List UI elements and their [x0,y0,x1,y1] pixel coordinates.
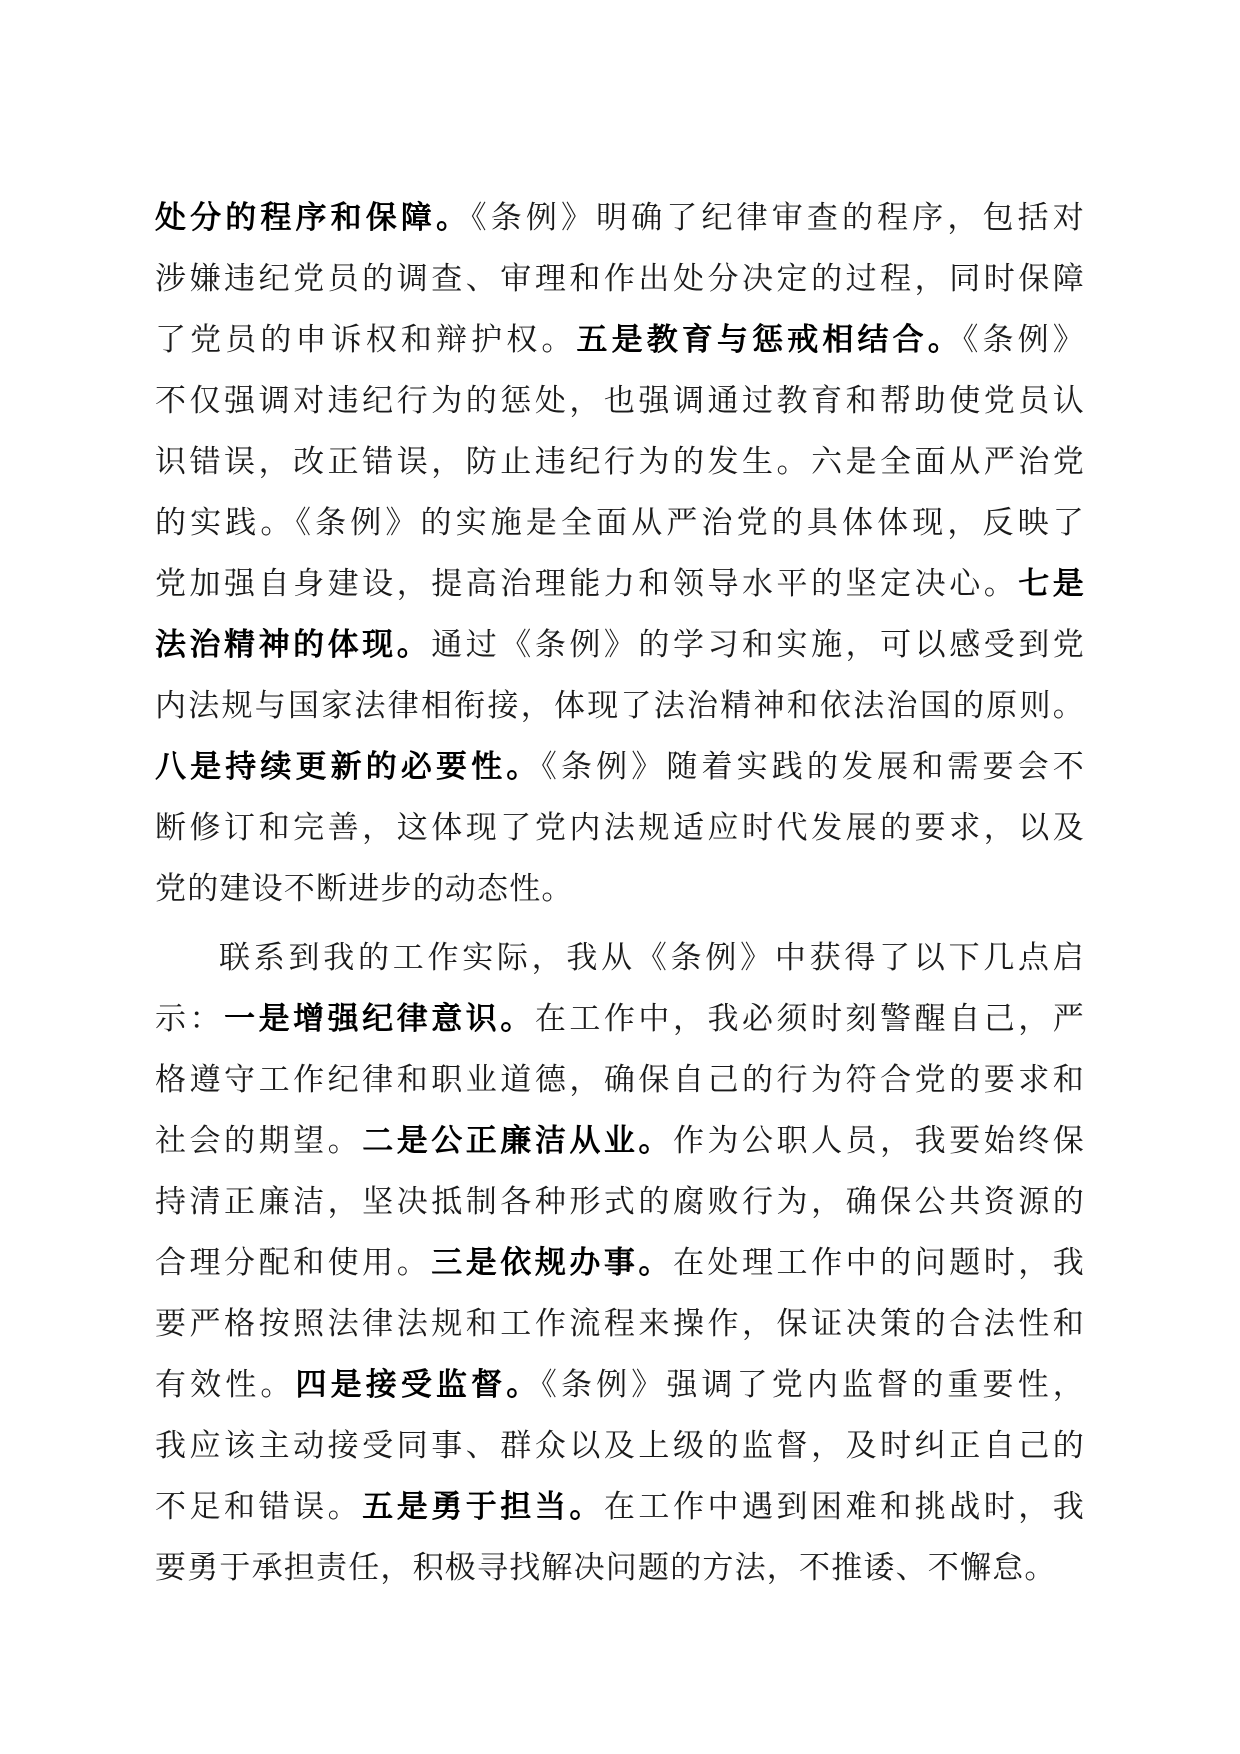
text-line [155,1416,1085,1477]
text-line [155,1294,1085,1355]
text-run: 《条例》随着实践的发展和需要会不 [541,749,1086,785]
text-line [155,1355,1085,1416]
text-line [155,1111,1085,1172]
bold-heading: 三是依规办事。 [431,1245,673,1281]
bold-heading: 一是增强纪律意识。 [224,1001,535,1037]
text-run: 《条例》 [962,322,1085,358]
text-run: 在工作中，我必须时刻警醒自己，严 [534,1001,1085,1037]
text-run: 联系到我的工作实际，我从《条例》中获得了以下几点启 [219,940,1085,976]
text-run: 的实践。《条例》的实施是全面从严治党的具体体现，反映了 [155,505,1085,541]
text-run: 示： [155,1001,225,1037]
bold-heading: 五是教育与惩戒相结合。 [576,322,963,358]
text-line [155,432,1085,493]
text-line [155,676,1085,737]
text-run: 持清正廉洁，坚决抵制各种形式的腐败行为，确保公共资源的 [155,1184,1085,1220]
text-run: 党加强自身建设，提高治理能力和领导水平的坚定决心。 [155,566,1019,602]
bold-heading: 五是勇于担当。 [362,1489,604,1525]
text-line [155,1233,1085,1294]
text-line [155,798,1085,859]
paragraph-1 [155,188,1085,920]
text-run: 断修订和完善，这体现了党内法规适应时代发展的要求，以及 [155,810,1085,846]
text-run: 格遵守工作纪律和职业道德，确保自己的行为符合党的要求和 [155,1062,1085,1098]
text-line [155,1172,1085,1233]
text-run: 作为公职人员，我要始终保 [672,1123,1085,1159]
text-run: 社会的期望。 [155,1123,363,1159]
text-line [155,1050,1085,1111]
text-line [155,989,1085,1050]
text-run: 在处理工作中的问题时，我 [672,1245,1085,1281]
text-line [155,1538,1085,1599]
text-line [155,737,1085,798]
bold-heading: 法治精神的体现。 [155,627,432,663]
text-line [155,859,1085,920]
text-run: 《条例》强调了党内监督的重要性， [541,1367,1085,1403]
text-run: 涉嫌违纪党员的调查、审理和作出处分决定的过程，同时保障 [155,261,1085,297]
text-run: 《条例》明确了纪律审查的程序，包括对 [471,200,1085,236]
text-run: 合理分配和使用。 [155,1245,432,1281]
text-line [155,554,1085,615]
bold-heading: 七是 [1018,566,1085,602]
bold-heading: 四是接受监督。 [295,1367,542,1403]
text-run: 党的建设不断进步的动态性。 [155,871,574,907]
bold-heading: 八是持续更新的必要性。 [155,749,542,785]
text-run: 要严格按照法律法规和工作流程来操作，保证决策的合法性和 [155,1306,1085,1342]
text-line [155,188,1085,249]
text-run: 不足和错误。 [155,1489,363,1525]
text-run: 我应该主动接受同事、群众以及上级的监督，及时纠正自己的 [155,1428,1085,1464]
text-line [155,310,1085,371]
text-run: 有效性。 [155,1367,296,1403]
text-run: 识错误，改正错误，防止违纪行为的发生。六是全面从严治党 [155,444,1085,480]
text-line [155,928,1085,989]
text-run: 要勇于承担责任，积极寻找解决问题的方法，不推诿、不懈怠。 [155,1550,1057,1586]
text-run: 通过《条例》的学习和实施，可以感受到党 [431,627,1085,663]
text-run: 内法规与国家法律相衔接，体现了法治精神和依法治国的原则。 [155,688,1085,724]
text-run: 不仅强调对违纪行为的惩处，也强调通过教育和帮助使党员认 [155,383,1085,419]
document-body [155,188,1085,1599]
bold-heading: 处分的程序和保障。 [155,200,472,236]
text-line [155,249,1085,310]
text-run: 在工作中遇到困难和挑战时，我 [603,1489,1085,1525]
text-run: 了党员的申诉权和辩护权。 [155,322,577,358]
bold-heading: 二是公正廉洁从业。 [362,1123,673,1159]
text-line [155,615,1085,676]
paragraph-2 [155,928,1085,1599]
text-line [155,493,1085,554]
text-line [155,371,1085,432]
text-line [155,1477,1085,1538]
paragraph-gap [155,920,1085,928]
